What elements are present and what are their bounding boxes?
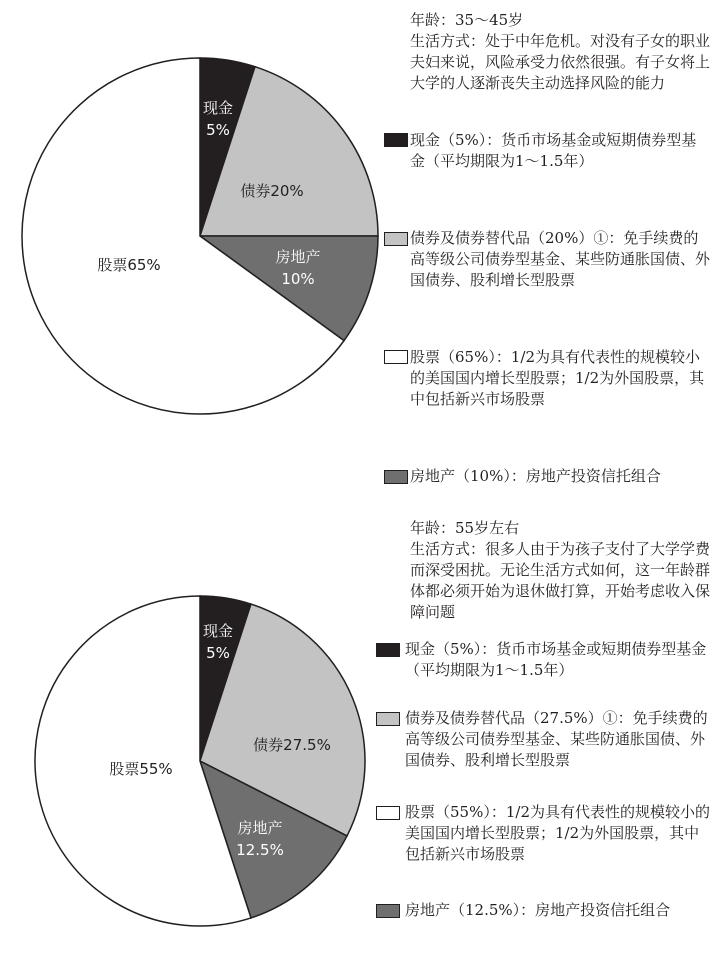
slice-cash-label: 现金 5% [202, 622, 234, 662]
legend-swatch-bonds [376, 712, 400, 726]
slice-real-estate-label: 房地产 10% [275, 248, 321, 288]
legend-swatch-real-estate [384, 470, 408, 484]
legend-bonds: 债券及债券替代品（20%）①：免手续费的高等级公司债券型基金、某些防通胀国债、外国债券、股利增长型股票 [410, 229, 711, 289]
pie-chart-35-45 [0, 0, 400, 440]
slice-stocks-label: 股票65% [97, 256, 161, 274]
slice-bonds-label: 债券27.5% [253, 736, 331, 754]
slice-bonds-label: 债券20% [240, 182, 304, 200]
legend-bonds: 债券及债券替代品（27.5%）①：免手续费的高等级公司债券型基金、某些防通胀国债、外国债券、股利增长型股票 [405, 709, 708, 769]
profile-description: 年龄：55岁左右 生活方式：很多人由于为孩子支付了大学学费而深受困扰。无论生活方式如何，这一年龄群体都必须开始为退休做打算，开始考虑收入保障问题 [410, 519, 711, 621]
legend-swatch-bonds [384, 232, 408, 246]
legend-swatch-stocks [376, 806, 400, 820]
legend-real-estate: 房地产（12.5%）：房地产投资信托组合 [405, 901, 671, 919]
slice-real-estate-label: 房地产 12.5% [236, 819, 284, 859]
legend-swatch-cash [376, 643, 400, 657]
slice-stocks-label: 股票55% [109, 760, 173, 778]
legend-stocks: 股票（55%）：1/2为具有代表性的规模较小的美国国内增长型股票；1/2为外国股票，其中包括新兴市场股票 [405, 803, 710, 863]
profile-description: 年龄：35～45岁 生活方式：处于中年危机。对没有子女的职业夫妇来说，风险承受力依然很强。有子女将上大学的人逐渐丧失主动选择风险的能力 [410, 11, 711, 92]
legend-stocks: 股票（65%）：1/2为具有代表性的规模较小的美国国内增长型股票；1/2为外国股票，其中包括新兴市场股票 [410, 348, 705, 408]
slice-cash-label: 现金 5% [202, 99, 234, 139]
legend-real-estate: 房地产（10%）：房地产投资信托组合 [410, 467, 661, 485]
legend-cash: 现金（5%）：货币市场基金或短期债券型基金（平均期限为1～1.5年） [410, 131, 697, 170]
legend-swatch-real-estate [376, 904, 400, 918]
legend-swatch-stocks [384, 350, 408, 364]
legend-cash: 现金（5%）：货币市场基金或短期债券型基金（平均期限为1～1.5年） [405, 640, 707, 679]
legend-swatch-cash [384, 133, 408, 147]
allocation-panel-55 [0, 515, 720, 955]
pie-chart-55 [0, 515, 400, 955]
